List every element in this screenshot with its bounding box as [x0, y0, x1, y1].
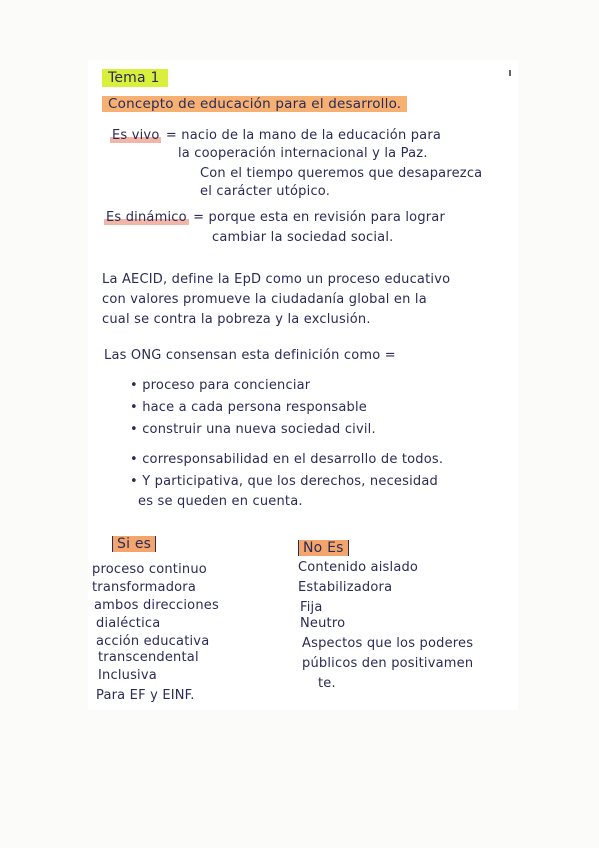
no-es-item-6: públicos den positivamen: [302, 656, 474, 671]
no-es-item-4: Neutro: [300, 616, 346, 631]
note-title: [102, 70, 168, 86]
block1-line-3: Con el tiempo queremos que desaparezca: [200, 166, 483, 181]
block2-line-2: cambiar la sociedad social.: [212, 230, 394, 245]
es-vivo-label: Es vivo: [112, 128, 160, 143]
block2-first-line: [104, 210, 445, 226]
si-es-heading-text: Si es: [117, 536, 152, 552]
ong-bullet-5-cont: es se queden en cuenta.: [138, 494, 303, 509]
no-es-heading-text: No Es: [303, 540, 344, 556]
block2-line-1: = porque esta en revisión para lograr: [193, 210, 446, 225]
si-es-item-6: transcendental: [98, 650, 199, 665]
ong-bullet-1: • proceso para concienciar: [130, 378, 311, 393]
block1-first-line: [110, 128, 441, 144]
page-mark: [509, 70, 511, 76]
si-es-item-5: acción educativa: [96, 634, 210, 649]
no-es-item-1: Contenido aislado: [298, 560, 419, 575]
title-highlight: Tema 1: [102, 69, 168, 87]
ong-bullet-4: • corresponsabilidad en el desarrollo de todos.: [130, 452, 444, 467]
no-es-item-5: Aspectos que los poderes: [302, 636, 474, 651]
aecid-line-3: cual se contra la pobreza y la exclusión.: [102, 312, 371, 327]
si-es-item-3: ambos direcciones: [94, 598, 219, 613]
subtitle-highlight: Concepto de educación para el desarrollo.: [102, 96, 407, 112]
no-es-item-7: te.: [318, 676, 336, 691]
es-dinamico-label: Es dinámico: [106, 210, 187, 225]
si-es-item-8: Para EF y EINF.: [96, 688, 195, 703]
ong-bullet-5: • Y participativa, que los derechos, necesidad: [130, 474, 438, 489]
aecid-line-1: La AECID, define la EpD como un proceso educativo: [102, 272, 451, 287]
block1-line-2: la cooperación internacional y la Paz.: [178, 146, 428, 161]
ong-intro: Las ONG consensan esta definición como =: [104, 348, 396, 363]
note-subtitle: [102, 96, 407, 112]
si-es-item-4: dialéctica: [96, 616, 161, 631]
block1-line-1: = nacio de la mano de la educación para: [165, 128, 442, 143]
ong-bullet-2: • hace a cada persona responsable: [130, 400, 367, 415]
no-es-item-3: Fija: [300, 600, 323, 615]
si-es-item-2: transformadora: [92, 580, 197, 595]
no-es-heading: [298, 540, 349, 556]
si-es-heading: [112, 536, 156, 552]
block1-line-4: el carácter utópico.: [200, 184, 331, 199]
si-es-item-1: proceso continuo: [92, 562, 207, 577]
no-es-item-2: Estabilizadora: [298, 580, 393, 595]
aecid-line-2: con valores promueve la ciudadanía global en la: [102, 292, 427, 307]
ong-bullet-3: • construir una nueva sociedad civil.: [130, 422, 376, 437]
si-es-item-7: Inclusiva: [98, 668, 157, 683]
